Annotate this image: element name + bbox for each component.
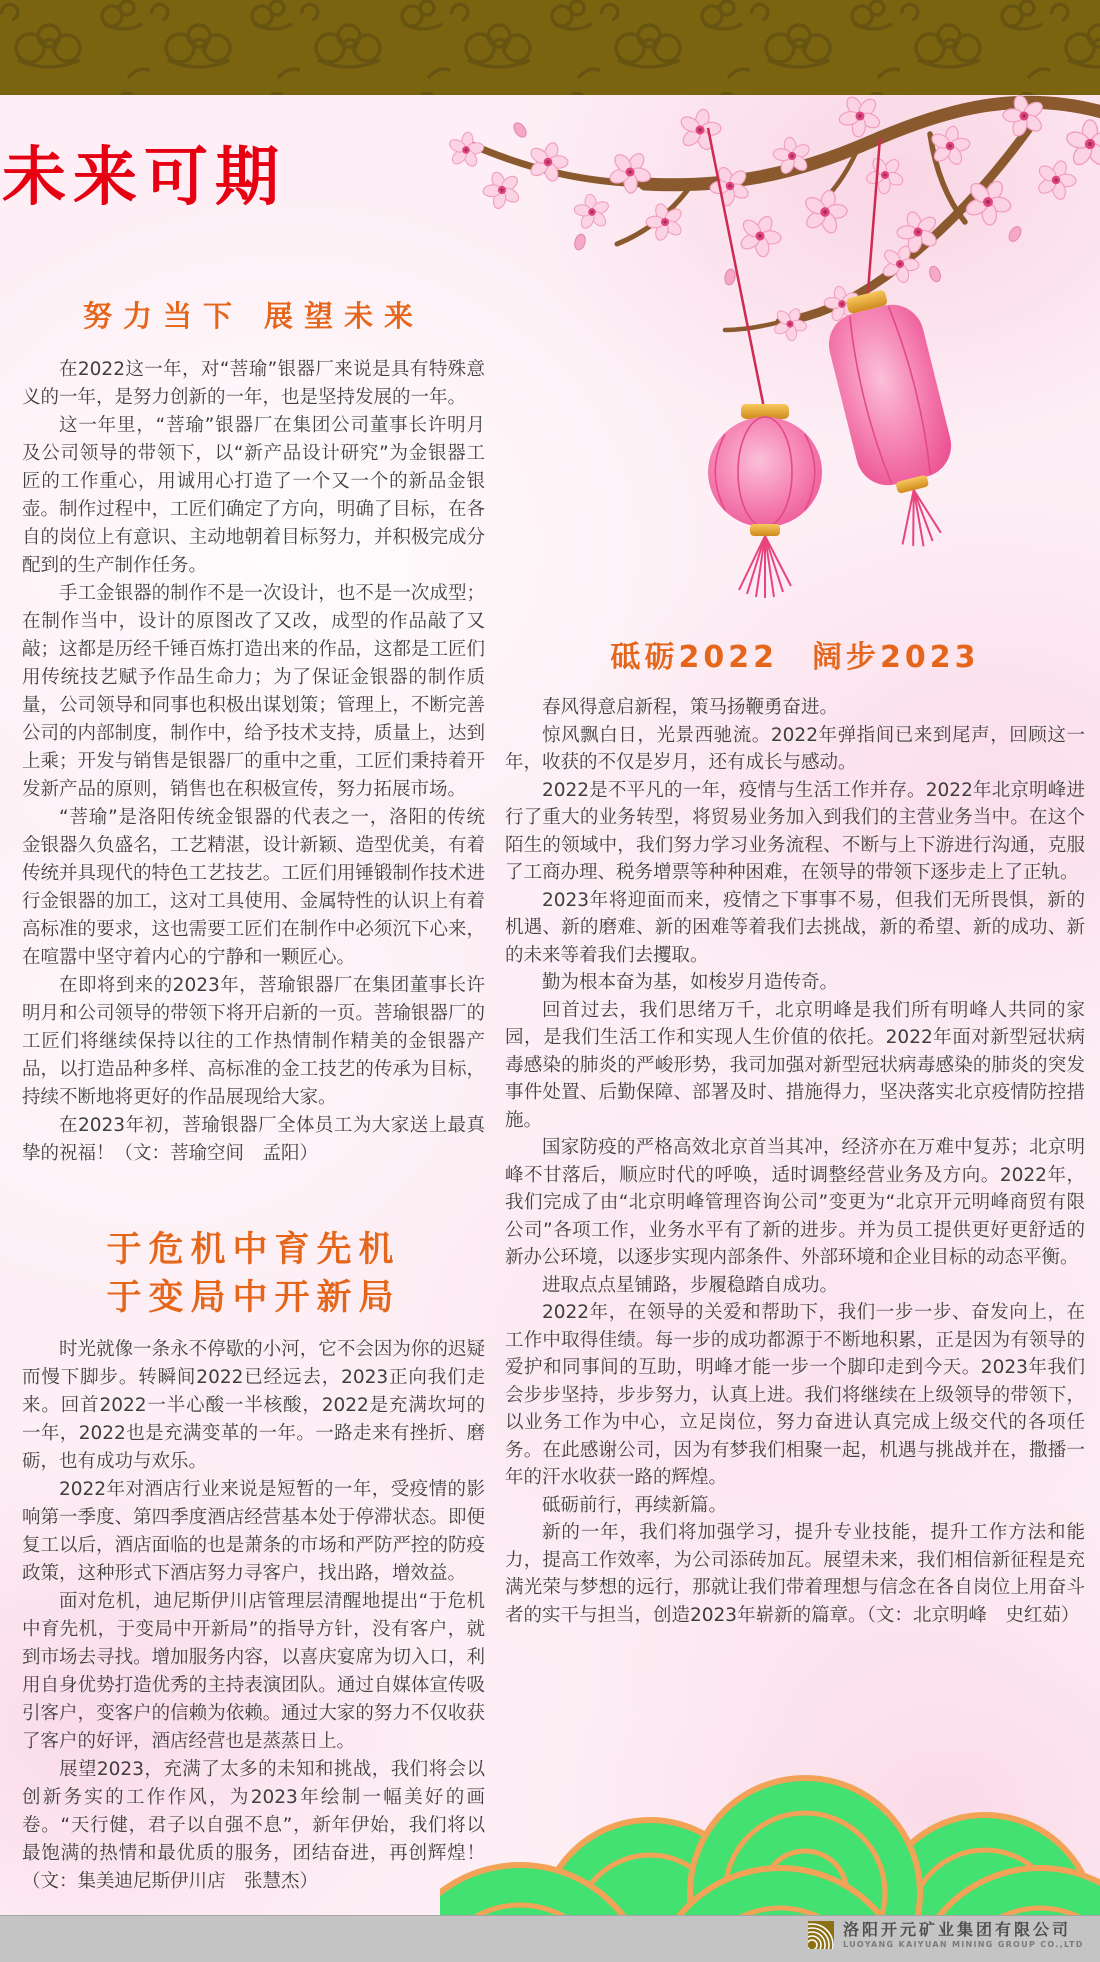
round-lantern: [708, 404, 822, 598]
company-name-en: LUOYANG KAIYUAN MINING GROUP CO.,LTD: [843, 1939, 1084, 1949]
article3-title: 砥砺2022 阔步2023: [610, 640, 980, 675]
article1-body: [22, 356, 485, 1168]
page-title: 未来可期: [2, 141, 286, 215]
article2-title: [22, 1226, 485, 1322]
paragraph: 2022是不平凡的一年，疫情与生活工作并存。2022年北京明峰进行了重大的业务转型，将贸易业务加入到我们的主营业务当中。在这个陌生的领域中，我们努力学习业务流程、不断与上下游进行沟通，克服了工商办理、税务增票等种种困难，在领导的带领下逐步走上了正轨。: [505, 779, 1085, 883]
paragraph: 时光就像一条永不停歇的小河，它不会因为你的迟疑而慢下脚步。转瞬间2022已经远去，2023正向我们走来。回首2022一半心酸一半核酸，2022是充满坎坷的一年，2022也是充满变革的一年。一路走来有挫折、磨砺，也有成功与欢乐。: [22, 1339, 485, 1472]
company-name-cn: 洛阳开元矿业集团有限公司: [843, 1920, 1072, 1940]
paragraph: 国家防疫的严格高效北京首当其冲，经济亦在万难中复苏；北京明峰不甘落后，顺应时代的呼唤，适时调整经营业务及方向。2022年，我们完成了由“北京明峰管理咨询公司”变更为“北京开元明峰商贸有限公司”各项工作，业务水平有了新的进步。并为员工提供更好更舒适的新办公环境，以逐步实现内部条件、外部环境和企业目标的动态平衡。: [505, 1137, 1085, 1268]
paragraph: 展望2023，充满了太多的未知和挑战，我们将会以创新务实的工作作风，为2023年绘制一幅美好的画卷。“天行健，君子以自强不息”，新年伊始，我们将以最饱满的热情和最优质的服务，团结奋进，再创辉煌！（文：集美迪尼斯伊川店 张慧杰）: [22, 1759, 485, 1892]
paragraph: 惊风飘白日，光景西驰流。2022年弹指间已来到尾声，回顾这一年，收获的不仅是岁月，还有成长与感动。: [505, 724, 1085, 773]
round-lantern-tassel: [739, 536, 791, 598]
cylinder-lantern: [818, 282, 974, 557]
paragraph: 在即将到来的2023年，菩瑜银器厂在集团董事长许明月和公司领导的带领下将开启新的一页。菩瑜银器厂的工匠们将继续保持以往的工作热情制作精美的金银器产品，以打造品种多样、高标准的金工技艺的传承为目标，持续不断地将更好的作品展现给大家。: [22, 975, 485, 1108]
paragraph: 在2022这一年，对“菩瑜”银器厂来说是具有特殊意义的一年，是努力创新的一年，也是坚持发展的一年。: [22, 359, 485, 408]
paragraph: 面对危机，迪尼斯伊川店管理层清醒地提出“于危机中育先机，于变局中开新局”的指导方针，没有客户，就到市场去寻找。增加服务内容，以喜庆宴席为切入口，利用自身优势打造优秀的主持表演团队。通过自媒体宣传吸引客户，变客户的信赖为依赖。通过大家的努力不仅收获了客户的好评，酒店经营也是蒸蒸日上。: [22, 1591, 485, 1752]
paragraph: 勤为根本奋为基，如梭岁月造传奇。: [542, 972, 839, 993]
paragraph: 回首过去，我们思绪万千，北京明峰是我们所有明峰人共同的家园，是我们生活工作和实现人生价值的依托。2022年面对新型冠状病毒感染的肺炎的严峻形势，我司加强对新型冠状病毒感染的肺炎的突发事件处置、后勤保障、部署及时、措施得力，坚决落实北京疫情防控措施。: [505, 999, 1085, 1131]
company-logo-icon: [808, 1921, 834, 1949]
paragraph: 在2023年初，菩瑜银器厂全体员工为大家送上最真挚的祝福！（文：菩瑜空间 孟阳）: [22, 1115, 485, 1164]
cylinder-lantern-tassel: [890, 486, 943, 551]
article2-body: [22, 1336, 485, 1896]
paragraph: 砥砺前行，再续新篇。: [542, 1494, 728, 1516]
paragraph: 2023年将迎面而来，疫情之下事事不易，但我们无所畏惧，新的机遇、新的磨难、新的困难等着我们去挑战，新的希望、新的成功、新的未来等着我们去攫取。: [505, 889, 1085, 966]
paragraph: 手工金银器的制作不是一次设计，也不是一次成型；在制作当中，设计的原图改了又改，成型的作品敲了又敲；这都是历经千锤百炼打造出来的作品，这都是工匠们用传统技艺赋予作品生命力；为了保证金银器的制作质量，公司领导和同事也积极出谋划策；管理上，不断完善公司的内部制度，制作中，给予技术支持，质量上，达到上乘；开发与销售是银器厂的重中之重，工匠们秉持着开发新产品的原则，销售也在积极宣传，努力拓展市场。: [22, 583, 485, 800]
paragraph: 春风得意启新程，策马扬鞭勇奋进。: [542, 697, 839, 718]
company-name-block: [843, 1921, 1084, 1949]
company-logo: [808, 1921, 1084, 1949]
green-cloud-mounds: [440, 1770, 1100, 1915]
article1-title: 努力当下 展望未来: [82, 299, 425, 333]
paragraph: 2022年对酒店行业来说是短暂的一年，受疫情的影响第一季度、第四季度酒店经营基本处于停滞状态。即便复工以后，酒店面临的也是萧条的市场和严防严控的防疫政策，这种形式下酒店努力寻客户，找出路，增效益。: [22, 1479, 485, 1584]
paragraph: “菩瑜”是洛阳传统金银器的代表之一，洛阳的传统金银器久负盛名，工艺精湛，设计新颖、造型优美，有着传统并具现代的特色工艺技艺。工匠们用锤锻制作技术进行金银器的加工，这对工具使用、金属特性的认识上有着高标准的要求，这也需要工匠们在制作中必须沉下心来，在喧嚣中坚守着内心的宁静和一颗匠心。: [22, 807, 485, 968]
article2-title-line1: 于危机中育先机: [106, 1230, 401, 1270]
paragraph: 这一年里，“菩瑜”银器厂在集团公司董事长许明月及公司领导的带领下，以“新产品设计研究”为金银器工匠的工作重心，用诚用心打造了一个又一个的新品金银壶。制作过程中，工匠们确定了方向，明确了目标，在各自的岗位上有意识、主动地朝着目标努力，并积极完成分配到的生产制作任务。: [22, 415, 485, 576]
article3-body: [505, 694, 1085, 1629]
paragraph: 2022年，在领导的关爱和帮助下，我们一步一步、奋发向上，在工作中取得佳绩。每一步的成功都源于不断地积累，正是因为有领导的爱护和同事间的互助，明峰才能一步一个脚印走到今天。2023年我们会步步坚持，步步努力，认真上进。我们将继续在上级领导的带领下，以业务工作为中心，立足岗位，努力奋进认真完成上级交代的各项任务。在此感谢公司，因为有梦我们相聚一起，机遇与挑战并在，撒播一年的汗水收获一路的辉煌。: [505, 1302, 1085, 1488]
pink-hanging-lanterns: [540, 80, 1100, 640]
article2-title-line2: 于变局中开新局: [106, 1278, 401, 1318]
paragraph: 进取点点星铺路，步履稳踏自成功。: [542, 1274, 839, 1296]
paragraph: 新的一年，我们将加强学习，提升专业技能，提升工作方法和能力，提高工作效率，为公司添砖加瓦。展望未来，我们相信新征程是充满光荣与梦想的远行，那就让我们带着理想与信念在各自岗位上用奋斗者的实干与担当，创造2023年崭新的篇章。（文：北京明峰 史红茹）: [505, 1522, 1085, 1626]
